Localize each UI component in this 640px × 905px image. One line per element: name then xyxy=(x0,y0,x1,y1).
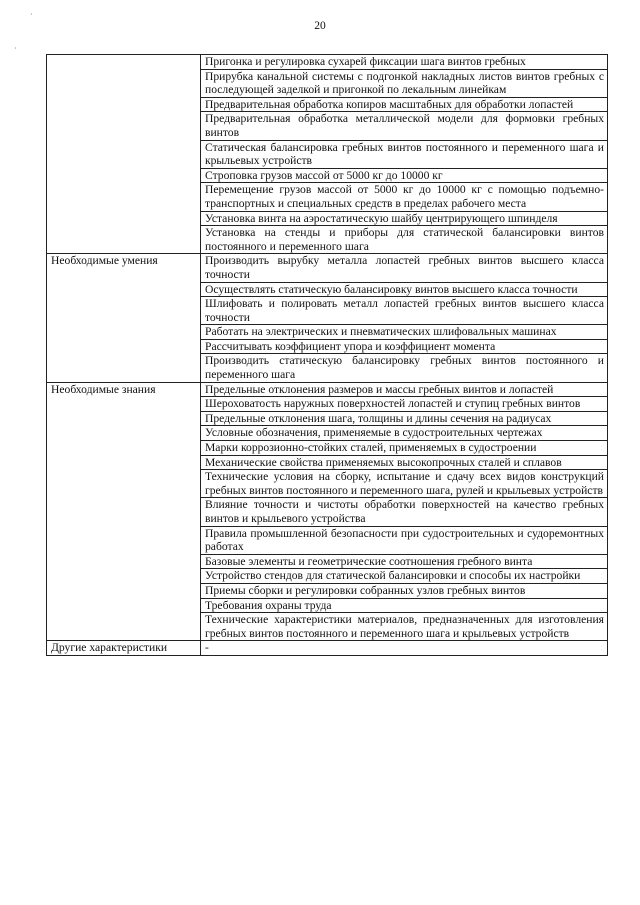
item-cell: Установка винта на аэростатическую шайбу центрирующего шпинделя xyxy=(201,211,608,226)
item-cell: Приемы сборки и регулировки собранных узлов гребных винтов xyxy=(201,583,608,598)
item-cell: Прирубка канальной системы с подгонкой накладных листов винтов гребных с последующей заделкой и пригонкой по лекальным линейкам xyxy=(201,69,608,97)
table-row xyxy=(47,55,608,70)
item-cell: Марки коррозионно-стойких сталей, применяемых в судостроении xyxy=(201,441,608,456)
item-cell: Предельные отклонения размеров и массы гребных винтов и лопастей xyxy=(201,382,608,397)
item-cell: Пригонка и регулировка сухарей фиксации шага винтов гребных xyxy=(201,55,608,70)
scan-dot: · xyxy=(14,44,17,53)
item-cell: - xyxy=(201,641,608,656)
table-row xyxy=(47,382,608,397)
category-cell: Другие характеристики xyxy=(47,641,201,656)
requirements-table xyxy=(46,54,608,656)
item-cell: Рассчитывать коэффициент упора и коэффициент момента xyxy=(201,339,608,354)
category-cell: Необходимые умения xyxy=(47,254,201,382)
item-cell: Работать на электрических и пневматических шлифовальных машинах xyxy=(201,325,608,340)
requirements-table-body xyxy=(47,55,608,656)
item-cell: Правила промышленной безопасности при судостроительных и судоремонтных работах xyxy=(201,526,608,554)
item-cell: Производить статическую балансировку гребных винтов постоянного и переменного шага xyxy=(201,354,608,382)
item-cell: Предварительная обработка металлической модели для формовки гребных винтов xyxy=(201,112,608,140)
page-number: 20 xyxy=(314,20,326,32)
scan-dot: · xyxy=(30,10,33,19)
item-cell: Осуществлять статическую балансировку винтов высшего класса точности xyxy=(201,282,608,297)
item-cell: Перемещение грузов массой от 5000 кг до 10000 кг с помощью подъемно-транспортных и специальных средств в пределах рабочего места xyxy=(201,183,608,211)
item-cell: Шероховатость наружных поверхностей лопастей и ступиц гребных винтов xyxy=(201,397,608,412)
category-cell xyxy=(47,55,201,254)
item-cell: Предварительная обработка копиров масштабных для обработки лопастей xyxy=(201,97,608,112)
item-cell: Производить вырубку металла лопастей гребных винтов высшего класса точности xyxy=(201,254,608,282)
item-cell: Требования охраны труда xyxy=(201,598,608,613)
item-cell: Технические характеристики материалов, предназначенных для изготовления гребных винтов постоянного и переменного шага и крыльевых устройств xyxy=(201,613,608,641)
item-cell: Установка на стенды и приборы для статической балансировки винтов постоянного и переменного шага xyxy=(201,226,608,254)
item-cell: Предельные отклонения шага, толщины и длины сечения на радиусах xyxy=(201,411,608,426)
item-cell: Строповка грузов массой от 5000 кг до 10000 кг xyxy=(201,168,608,183)
item-cell: Базовые элементы и геометрические соотношения гребного винта xyxy=(201,554,608,569)
item-cell: Шлифовать и полировать металл лопастей гребных винтов высшего класса точности xyxy=(201,297,608,325)
item-cell: Устройство стендов для статической балансировки и способы их настройки xyxy=(201,569,608,584)
item-cell: Статическая балансировка гребных винтов постоянного и переменного шага и крыльевых устройств xyxy=(201,140,608,168)
category-cell: Необходимые знания xyxy=(47,382,201,641)
table-row xyxy=(47,641,608,656)
table-row xyxy=(47,254,608,282)
item-cell: Технические условия на сборку, испытание и сдачу всех видов конструкций гребных винтов постоянного и переменного шага, рулей и крыльевых устройств xyxy=(201,470,608,498)
item-cell: Механические свойства применяемых высокопрочных сталей и сплавов xyxy=(201,455,608,470)
item-cell: Условные обозначения, применяемые в судостроительных чертежах xyxy=(201,426,608,441)
item-cell: Влияние точности и чистоты обработки поверхностей на качество гребных винтов и крыльевого устройства xyxy=(201,498,608,526)
